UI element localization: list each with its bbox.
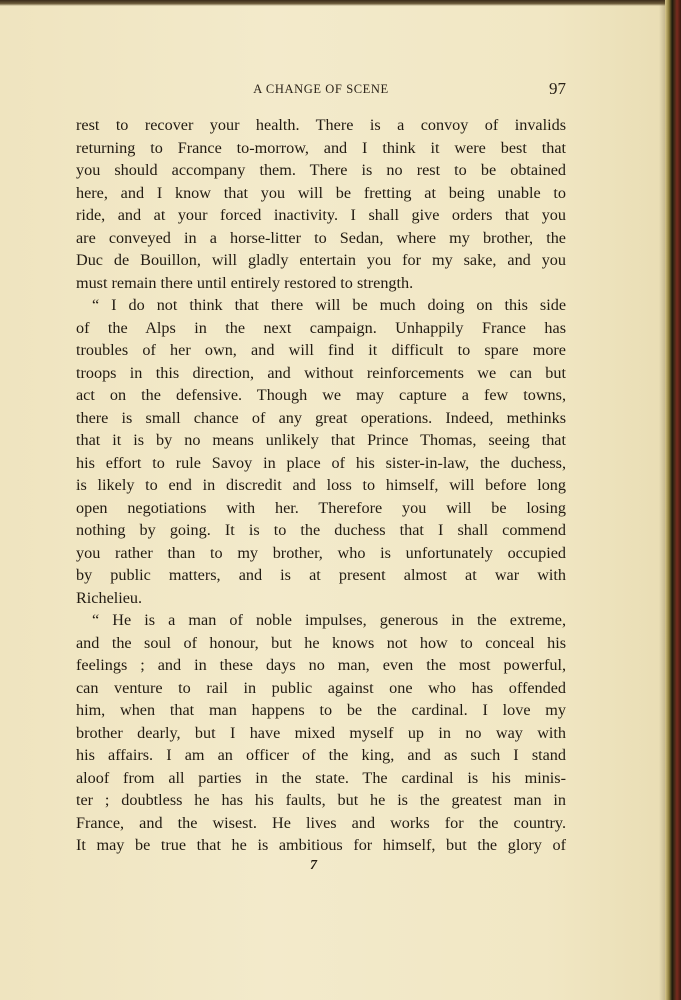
running-head xyxy=(76,80,566,100)
text-line: Richelieu. xyxy=(76,588,143,607)
text-line: aloof from all parties in the state. The cardinal is his minis- xyxy=(76,768,566,787)
book-spine xyxy=(665,0,681,1000)
text-line: “ He is a man of noble impulses, generous in the extreme, xyxy=(92,611,566,629)
text-line: returning to France to-morrow, and I think it were best that xyxy=(76,138,566,157)
text-line: and the soul of honour, but he knows not how to conceal his xyxy=(76,633,566,652)
text-line: ride, and at your forced inactivity. I shall give orders that you xyxy=(76,206,566,224)
text-line: is likely to end in discredit and loss to himself, will before long xyxy=(76,476,566,494)
text-line: It may be true that he is ambitious for himself, but the glory of xyxy=(76,836,566,854)
text-line: of the Alps in the next campaign. Unhappily France has xyxy=(76,318,566,337)
text-line: troubles of her own, and will find it difficult to spare more xyxy=(76,341,566,359)
text-line: feelings ; and in these days no man, even the most powerful, xyxy=(76,656,566,674)
text-line: act on the defensive. Though we may capture a few towns, xyxy=(76,386,566,404)
running-title: A CHANGE OF SCENE xyxy=(253,82,389,96)
text-line: rest to recover your health. There is a convoy of invalids xyxy=(76,116,566,134)
text-line: his effort to rule Savoy in place of his sister-in-law, the duchess, xyxy=(76,453,566,472)
text-line: there is small chance of any great operations. Indeed, methinks xyxy=(76,408,566,427)
signature-mark: 7 xyxy=(310,858,317,873)
text-line: troops in this direction, and without reinforcements we can but xyxy=(76,363,566,382)
text-line: you rather than to my brother, who is unfortunately occupied xyxy=(76,543,566,562)
text-line: that it is by no means unlikely that Prince Thomas, seeing that xyxy=(76,431,566,449)
text-line: by public matters, and is at present almost at war with xyxy=(76,566,566,584)
text-line: his affairs. I am an officer of the king, and as such I stand xyxy=(76,746,566,764)
text-line: brother dearly, but I have mixed myself up in no way with xyxy=(76,723,566,742)
text-line: him, when that man happens to be the cardinal. I love my xyxy=(76,701,566,719)
text-line: “ I do not think that there will be much doing on this side xyxy=(92,296,566,314)
page-top-edge xyxy=(0,0,681,6)
text-line: can venture to rail in public against one who has offended xyxy=(76,678,566,697)
text-line: nothing by going. It is to the duchess that I shall commend xyxy=(76,521,566,539)
text-line: Duc de Bouillon, will gladly entertain you for my sake, and you xyxy=(76,251,566,269)
text-line: France, and the wisest. He lives and works for the country. xyxy=(76,813,566,832)
text-line: open negotiations with her. Therefore you will be losing xyxy=(76,498,566,517)
text-line: ter ; doubtless he has his faults, but he is the greatest man in xyxy=(76,791,566,809)
text-line: must remain there until entirely restored to strength. xyxy=(76,273,414,292)
text-line: you should accompany them. There is no rest to be obtained xyxy=(76,161,566,179)
text-line: are conveyed in a horse-litter to Sedan, where my brother, the xyxy=(76,228,566,247)
page-number: 97 xyxy=(549,79,566,98)
text-line: here, and I know that you will be fretting at being unable to xyxy=(76,183,566,202)
body-text xyxy=(76,114,566,857)
